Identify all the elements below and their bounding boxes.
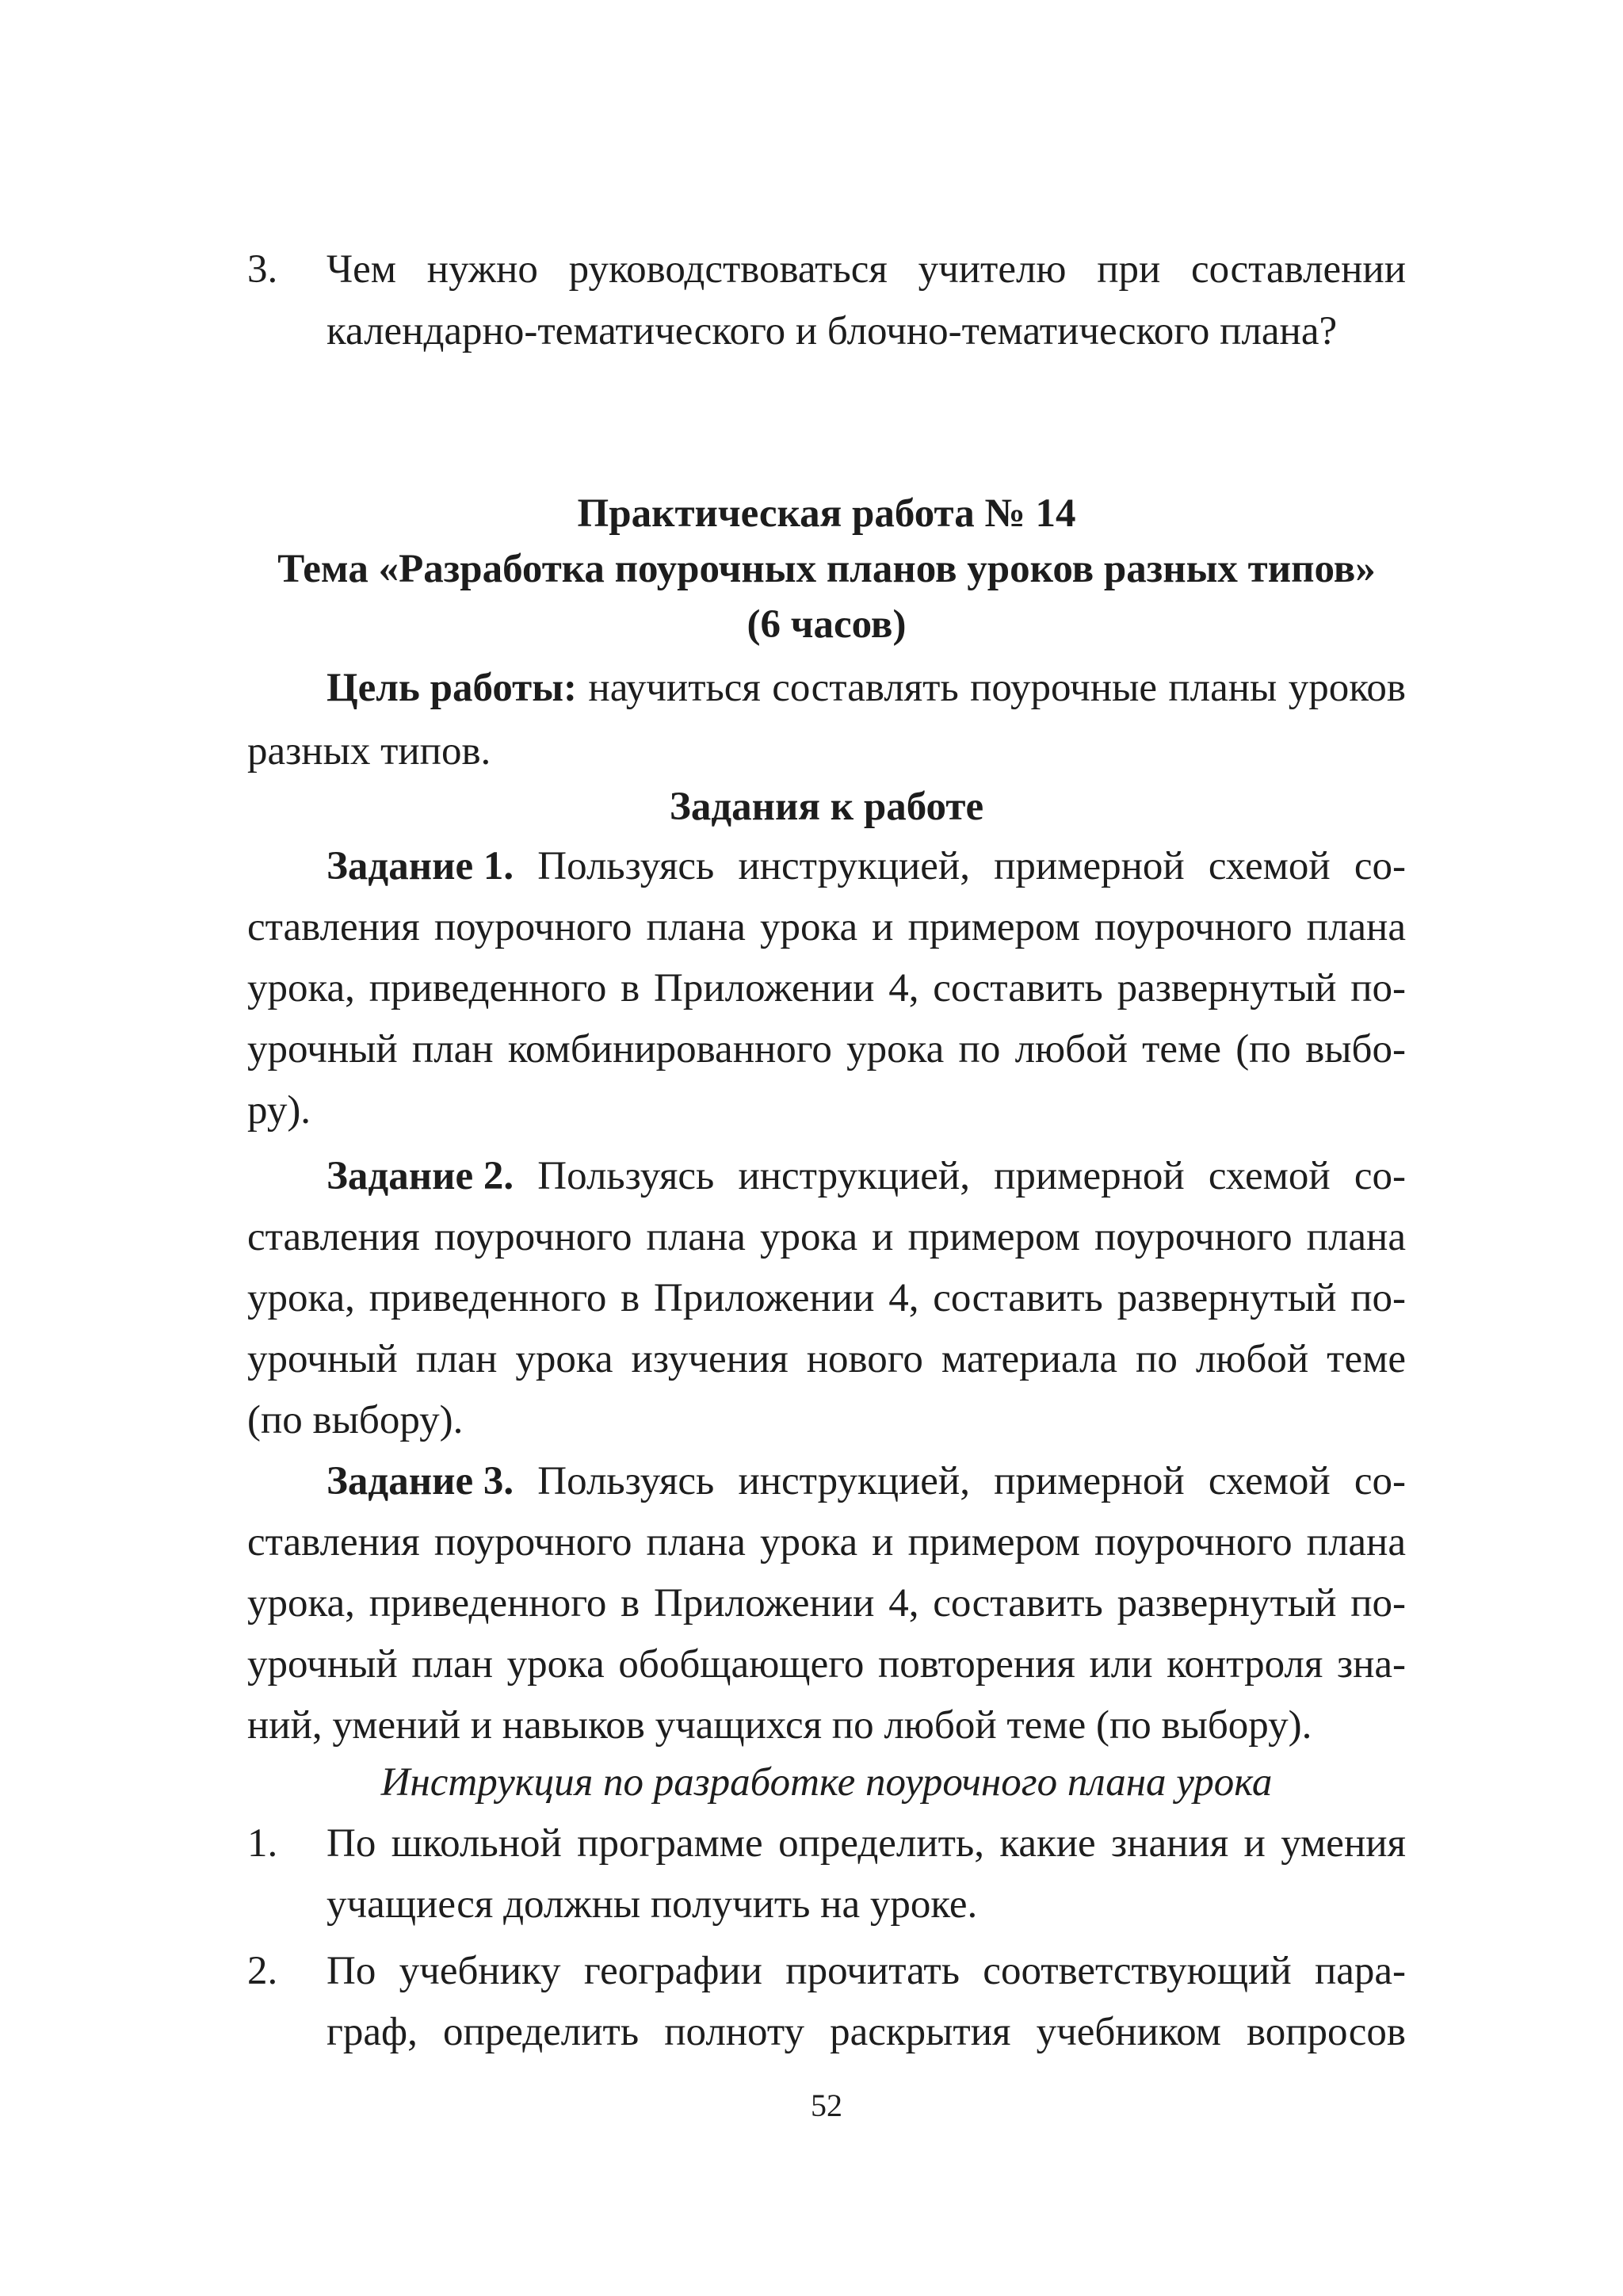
instruction-item-1-text-line-1: По школьной программе определить, какие знания и умения [327,1821,1406,1866]
instruction-item-2-line-1 [247,1943,1406,1999]
goal-label: Цель работы: [327,666,578,710]
page-number: 52 [811,2088,842,2123]
task-1-line-5: ру). [247,1088,311,1133]
task-3-line-2: ставления поурочного плана урока и примером поурочного плана [247,1520,1406,1564]
task-2-line-5: (по выбору). [247,1398,464,1442]
question-3-line-1 [247,242,1406,297]
task-3-line-5: ний, умений и навыков учащихся по любой теме (по выбору). [247,1703,1312,1748]
task-3-line-4: урочный план урока обобщающего повторения или контроля зна- [247,1642,1406,1687]
instruction-item-1-line-2: учащиеся должны получить на уроке. [327,1882,978,1927]
practical-work-title: Практическая работа № 14 [577,491,1076,536]
goal-line-2: разных типов. [247,729,491,774]
task-3-line-1 [247,1454,1406,1509]
task-3-line-3: урока, приведенного в Приложении 4, составить развернутый по- [247,1581,1406,1626]
instruction-item-2-line-2: граф, определить полноту раскрытия учебником вопросов [327,2010,1406,2054]
task-1-line-4: урочный план комбинированного урока по любой теме (по выбо- [247,1027,1406,1072]
practical-work-hours: (6 часов) [747,602,907,647]
task-1-label: Задание 1. [327,844,514,888]
instruction-item-2-text-line-1: По учебнику географии прочитать соответствующий пара- [327,1949,1406,1993]
question-3-number: 3. [247,247,278,292]
tasks-heading: Задания к работе [669,785,984,829]
instruction-item-1-number: 1. [247,1821,278,1866]
goal-text-line-1: научиться составлять поурочные планы уроков [588,666,1406,710]
instruction-item-2-number: 2. [247,1949,278,1993]
task-1-line-3: урока, приведенного в Приложении 4, составить развернутый по- [247,966,1406,1010]
instruction-title: Инструкция по разработке поурочного плана урока [380,1760,1273,1805]
practical-work-topic: Тема «Разработка поурочных планов уроков разных типов» [277,547,1376,591]
task-1-line-1 [247,839,1406,894]
task-2-line-3: урока, приведенного в Приложении 4, составить развернутый по- [247,1276,1406,1320]
task-2-text-line-1: Пользуясь инструкцией, примерной схемой со- [537,1154,1406,1198]
question-3-text-line-1: Чем нужно руководствоваться учителю при составлении [327,247,1406,292]
task-1-line-2: ставления поурочного плана урока и примером поурочного плана [247,905,1406,949]
task-2-line-1 [247,1148,1406,1204]
task-3-label: Задание 3. [327,1459,514,1503]
question-3-line-2: календарно-тематического и блочно-тематического плана? [327,309,1338,353]
goal-line-1 [247,660,1406,716]
task-1-text-line-1: Пользуясь инструкцией, примерной схемой со- [537,844,1406,888]
task-2-label: Задание 2. [327,1154,514,1198]
instruction-item-1-line-1 [247,1816,1406,1871]
task-2-line-4: урочный план урока изучения нового материала по любой теме [247,1337,1406,1381]
task-3-text-line-1: Пользуясь инструкцией, примерной схемой со- [537,1459,1406,1503]
task-2-line-2: ставления поурочного плана урока и примером поурочного плана [247,1215,1406,1259]
